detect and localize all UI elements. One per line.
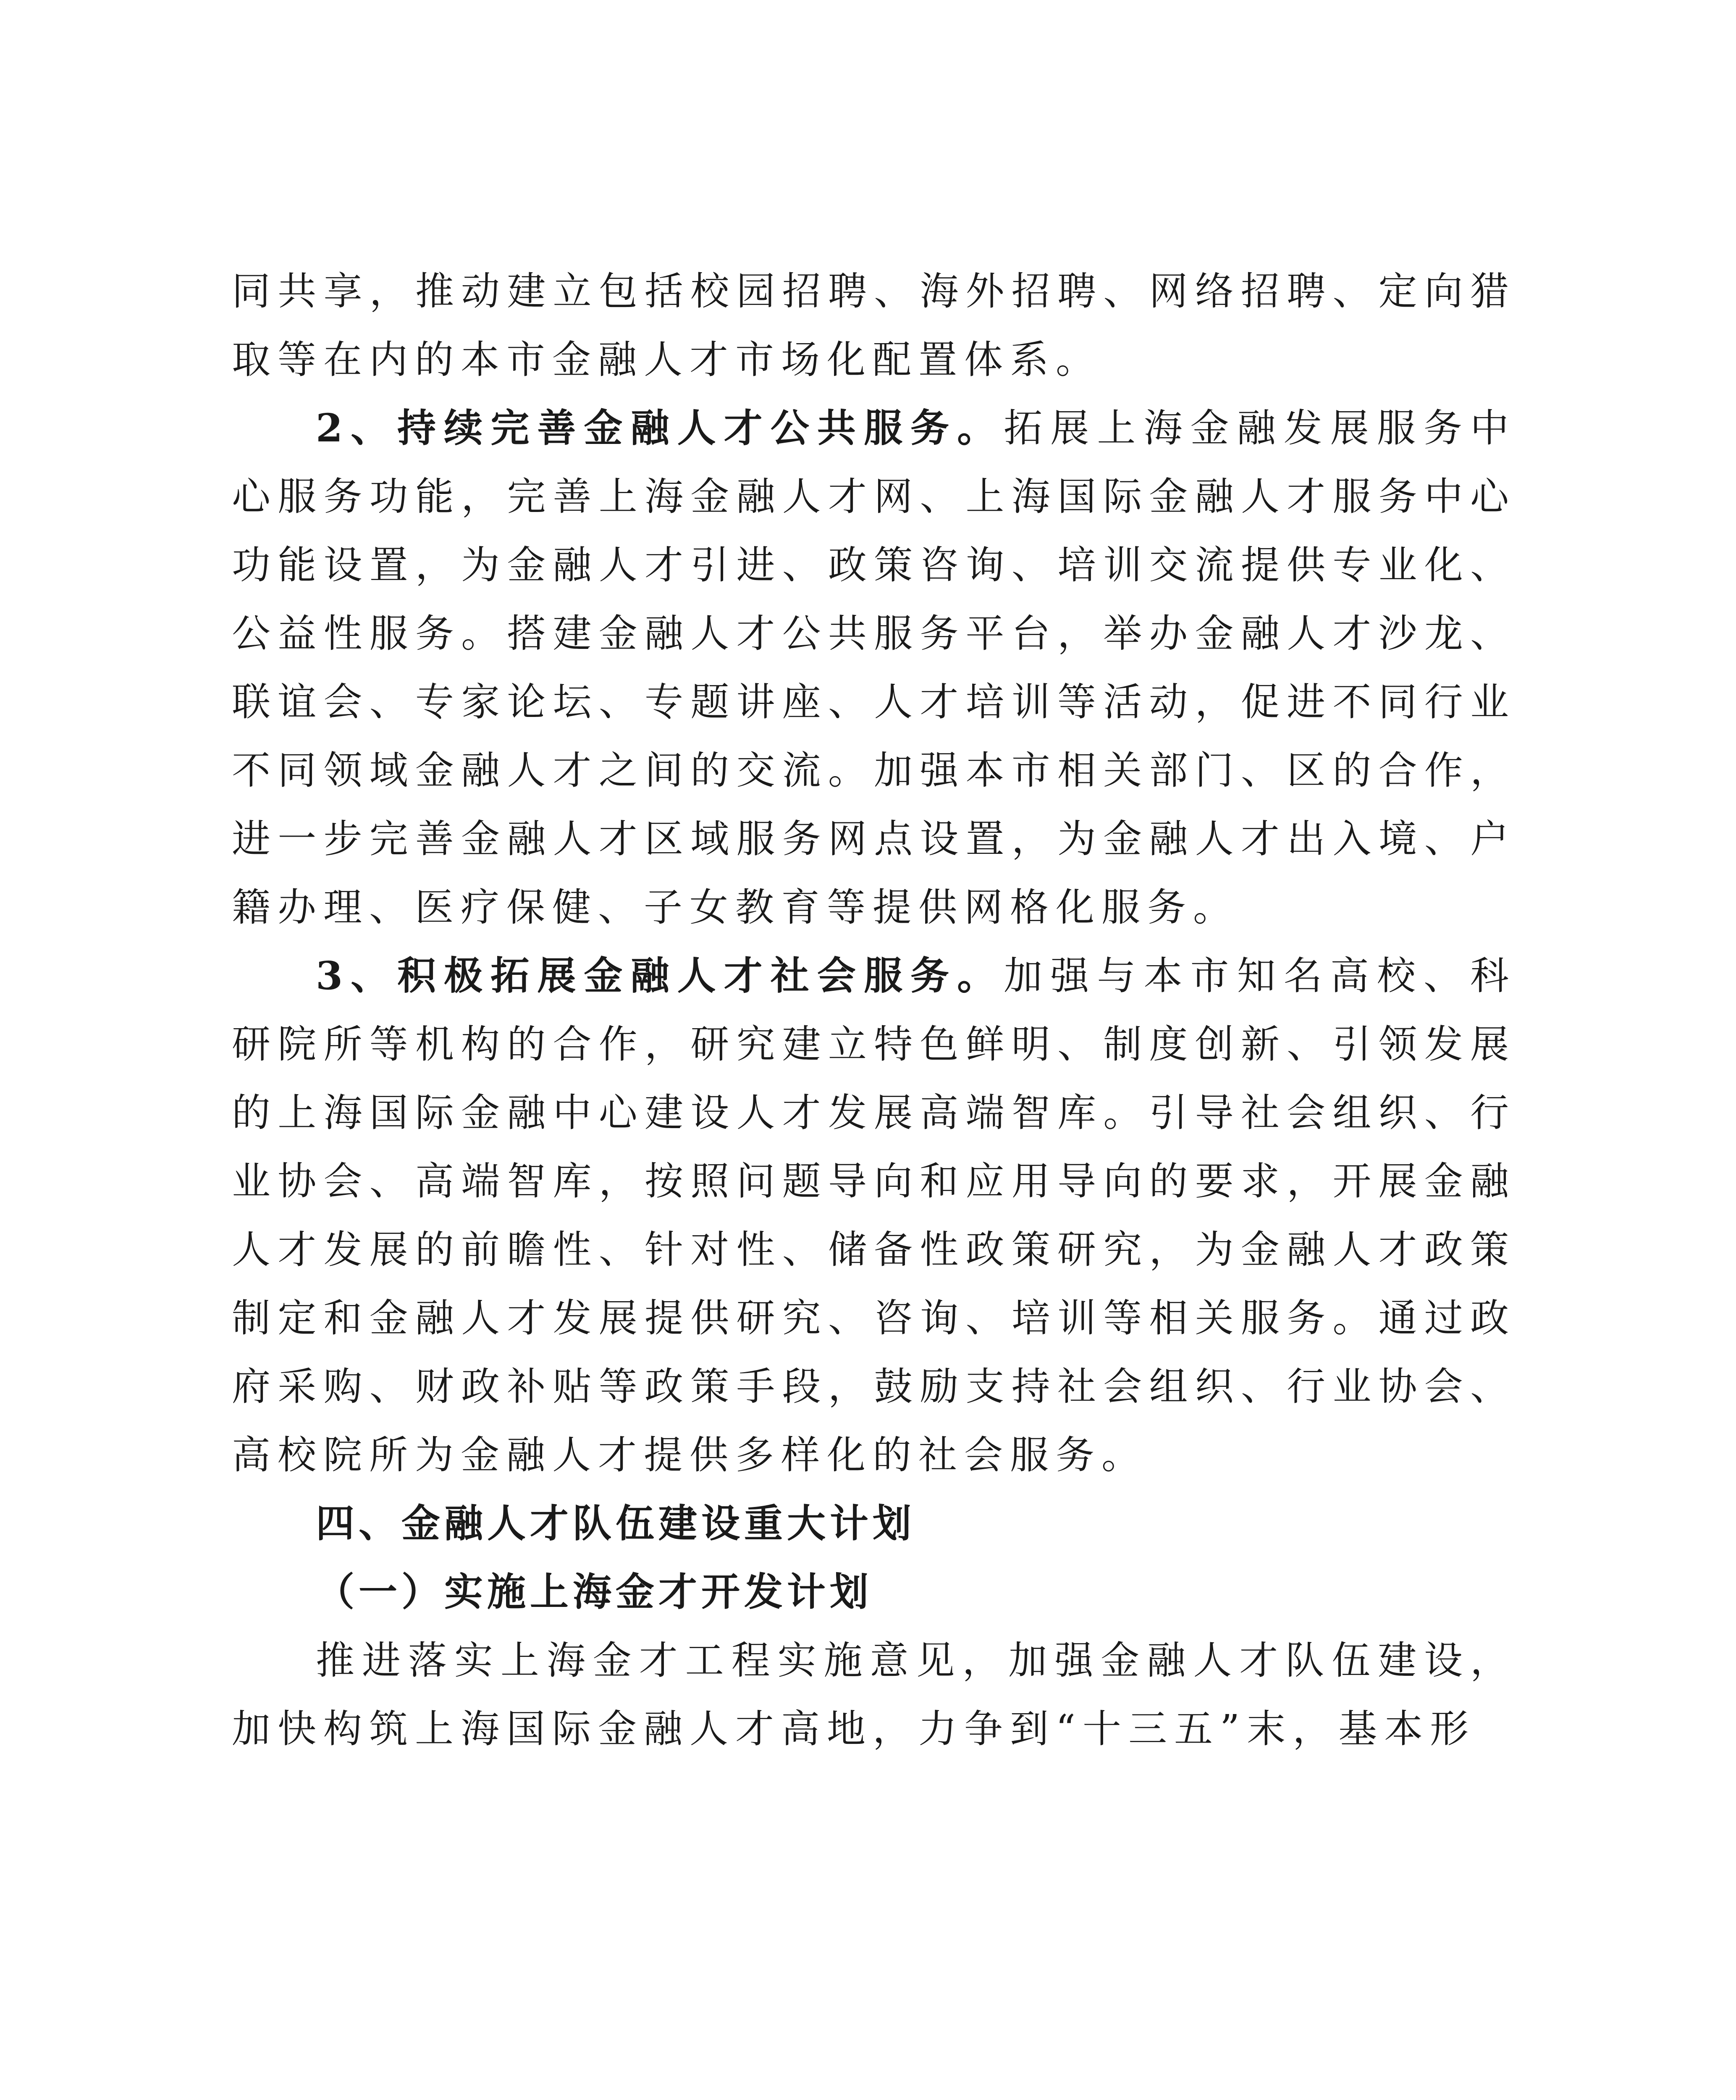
paragraph-text: 拓展上海金融发展服务中心服务功能，完善上海金融人才网、上海国际金融人才服务中心功能设置，为金融人才引进、政策咨询、培训交流提供专业化、公益性服务。搭建金融人才公共服务平台，举办金融人才沙龙、联谊会、专家论坛、专题讲座、人才培训等活动，促进不同行业不同领域金融人才之间的交流。加强本市相关部门、区的合作，进一步完善金融人才区域服务网点设置，为金融人才出入境、户籍办理、医疗保健、子女教育等提供网格化服务。: [232, 406, 1516, 930]
paragraph-text: 同共享，推动建立包括校园招聘、海外招聘、网络招聘、定向猎取等在内的本市金融人才市场化配置体系。: [232, 269, 1516, 382]
paragraph-lead: 3、积极拓展金融人才社会服务。: [316, 953, 1004, 998]
subsection-heading: （一）实施上海金才开发计划: [316, 1569, 873, 1614]
paragraph-continuation: [232, 257, 1516, 394]
document-body: [232, 257, 1516, 1763]
paragraph-final: [232, 1626, 1516, 1763]
paragraph-lead: 2、持续完善金融人才公共服务。: [316, 405, 1004, 451]
section-heading: 四、金融人才队伍建设重大计划: [316, 1501, 916, 1546]
paragraph-text: 加强与本市知名高校、科研院所等机构的合作，研究建立特色鲜明、制度创新、引领发展的上海国际金融中心建设人才发展高端智库。引导社会组织、行业协会、高端智库，按照问题导向和应用导向的要求，开展金融人才发展的前瞻性、针对性、储备性政策研究，为金融人才政策制定和金融人才发展提供研究、咨询、培训等相关服务。通过政府采购、财政补贴等政策手段，鼓励支持社会组织、行业协会、高校院所为金融人才提供多样化的社会服务。: [232, 953, 1516, 1478]
paragraph-public-service: [232, 394, 1516, 942]
paragraph-text: 推进落实上海金才工程实施意见，加强金融人才队伍建设，加快构筑上海国际金融人才高地，力争到“十三五”末，基本形: [232, 1638, 1516, 1751]
paragraph-social-service: [232, 942, 1516, 1489]
